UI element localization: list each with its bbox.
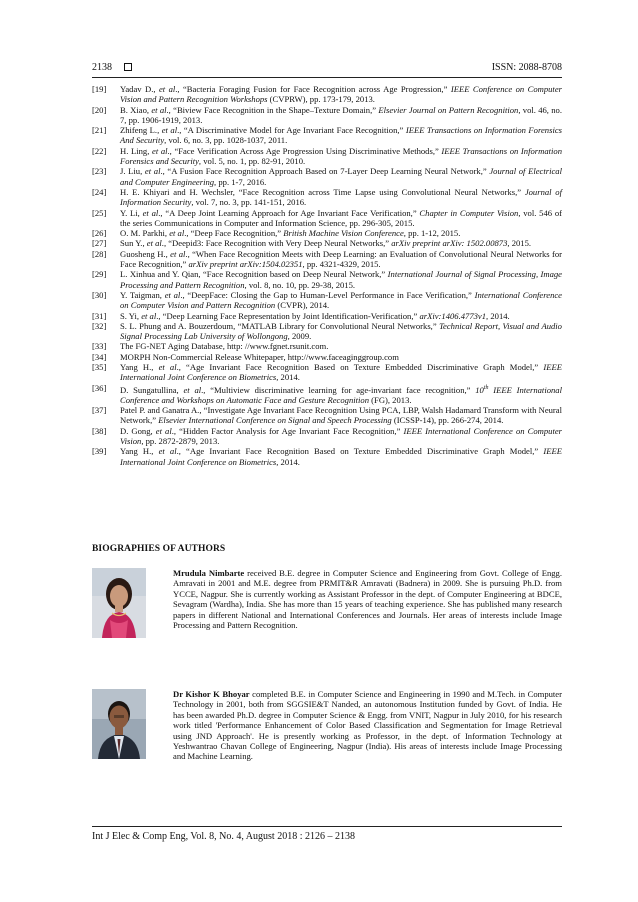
reference-item [92, 146, 562, 167]
reference-italic-run: Chapter in Computer Vision [419, 207, 519, 218]
reference-number: [20] [92, 104, 107, 115]
reference-text [120, 146, 562, 167]
reference-run: D. Gong, [120, 425, 156, 436]
reference-run: H. Ling, [120, 145, 152, 156]
reference-italic-run: IEEE Transactions on Information Forensics And Security [120, 125, 562, 146]
reference-run: , vol. 8, no. 10, pp. 29-38, 2015. [244, 279, 356, 290]
reference-run: ., “Age Invariant Face Recognition Based on Texture Embedded Discriminative Graph Model,” [176, 446, 544, 457]
reference-number: [24] [92, 186, 107, 197]
reference-italic-run: Technical Report, Visual and Audio Signal Processing Lab University of Wollongong [120, 320, 562, 342]
header-rule [92, 77, 562, 78]
reference-number: [21] [92, 125, 107, 136]
reference-text [120, 383, 562, 405]
reference-run: ., “When Face Recognition Meets with Deep Learning: an Evaluation of Convolutional Neural Networks for Face Recognition,” [120, 248, 562, 270]
reference-number: [32] [92, 320, 107, 331]
reference-number: [30] [92, 289, 107, 300]
reference-item [92, 84, 562, 105]
reference-item [92, 321, 562, 342]
author-description-2: completed B.E. in Computer Science and Engineering in 1990 and M.Tech. in Computer Technology in 2001, both from SGGSIE&T Nanded, an autonomous Institution funded by Govt. of India. He has been awarded Ph.D. degree in Computer Science & Engg. from VNIT, Nagpur in July 2010, for his research work titled 'Performance Enhancement of Color Based Classification and Segmentation for Image Retrieval using JND Approach'. He is presently working as Professor, in the dept. of Information Technology at Yeshwantrao Chavan College of Engineering, Nagpur (India). His areas of interests include Image Processing and Machine Learning. [173, 689, 562, 762]
reference-run: S. L. Phung and A. Bouzerdoum, “MATLAB Library for Convolutional Neural Networks,” [120, 320, 440, 331]
reference-run: B. Xiao, [120, 104, 152, 115]
reference-italic-run: et al [151, 104, 167, 115]
reference-run: Zhifeng L., [120, 125, 162, 136]
author-description-1: received B.E. degree in Computer Science and Engineering from Govt. College of Engg. Amravati in 2001 and M.E. degree from PRMIT&R Amravati (Badnera) in 2009. She is pursuing Ph.D. from YCCE, Nagpur. She is currently working as Assistant Professor in the dept. of Computer Engineering at BDCE, Sevagram (Wardha), India. She has more than 15 years of teaching experience. She has published many research papers in different National and International Conferences and Journals. Her areas of interests include Image Processing and Pattern Recognition. [173, 568, 562, 631]
reference-run: ., “Face Verification Across Age Progression Using Discriminative Methods,” [167, 145, 442, 156]
reference-run: , 2015. [507, 238, 532, 249]
reference-text [120, 352, 562, 362]
reference-run: H. E. Khiyari and H. Wechsler, “Face Recognition across Time Lapse using Convolutional Neural Networks,” [120, 186, 525, 197]
reference-italic-run: British Machine Vision Conference [283, 228, 404, 239]
reference-item [92, 269, 562, 290]
reference-number: [19] [92, 84, 107, 94]
reference-number: [31] [92, 310, 107, 321]
reference-italic-run: Elsevier Journal on Pattern Recognition [378, 104, 519, 115]
reference-italic-run: 10 [475, 384, 484, 395]
reference-run: MORPH Non-Commercial Release Whitepaper, http://www.faceaginggroup.com [120, 351, 399, 362]
reference-italic-run: IEEE Transactions on Information Forensics and Security [120, 145, 562, 167]
reference-item [92, 426, 562, 447]
reference-run: , vol. 7, no. 3, pp. 141-151, 2016. [191, 197, 307, 208]
reference-item [92, 125, 562, 146]
reference-italic-run: arXiv:1406.4773v1 [419, 310, 487, 321]
reference-italic-run: et al [170, 248, 186, 259]
reference-italic-run: et al [169, 228, 185, 239]
reference-italic-run: et al [161, 125, 178, 136]
reference-text [120, 249, 562, 270]
reference-italic-run: et al [183, 384, 202, 395]
reference-number: [27] [92, 238, 107, 249]
reference-number: [39] [92, 446, 107, 457]
reference-run: ., “A Discriminative Model for Age Invariant Face Recognition,” [177, 125, 406, 136]
reference-run: ., “Bacteria Foraging Fusion for Face Recognition across Age Progression,” [175, 84, 451, 94]
reference-item [92, 208, 562, 229]
reference-run: ., “Deepid3: Face Recognition with Very Deep Neural Networks,” [161, 238, 392, 249]
reference-item [92, 249, 562, 270]
reference-run: L. Xinhua and Y. Qian, “Face Recognition based on Deep Neural Network,” [120, 269, 388, 280]
reference-text [120, 228, 562, 238]
reference-run: Patel P. and Ganatra A., “Investigate Age Invariant Face Recognition Using PCA, LBP, Walsh Hadamard Transform with Neural Network,” [120, 405, 562, 426]
page-header [92, 61, 562, 75]
reference-text [120, 208, 562, 229]
reference-text [120, 238, 562, 248]
reference-item [92, 341, 562, 351]
reference-item [92, 228, 562, 238]
reference-run: , vol. 6, no. 3, pp. 1028-1037, 2011. [164, 135, 288, 146]
reference-italic-run: arXiv preprint arXiv: 1502.00873 [391, 238, 508, 249]
reference-item [92, 362, 562, 383]
reference-text [120, 84, 562, 105]
issn: ISSN: 2088-8708 [491, 62, 562, 73]
reference-run: (CVPR), 2014. [275, 300, 330, 311]
reference-text [120, 362, 562, 383]
reference-italic-run: IEEE International Conference on Computer Vision [120, 425, 562, 446]
reference-run: , pp. 1-12, 2015. [403, 228, 461, 239]
reference-number: [38] [92, 425, 107, 436]
reference-italic-run: et al [141, 310, 157, 321]
reference-run: , vol. 46, no. 7, pp. 1906-1919, 2013. [120, 104, 562, 125]
biographies-heading: BIOGRAPHIES OF AUTHORS [92, 544, 226, 554]
reference-run: ., “Multiview discriminative learning for age-invariant face recognition,” [201, 384, 476, 395]
reference-run: , 2014. [276, 372, 300, 383]
reference-run: ., “Biview Face Recognition in the Shape–Texture Domain,” [166, 104, 379, 115]
reference-italic-run: arXiv preprint arXiv:1504.02351 [188, 259, 303, 270]
reference-run: ., “DeepFace: Closing the Gap to Human-Level Performance in Face Verification,” [180, 289, 475, 300]
reference-italic-run: et al [158, 84, 176, 94]
reference-run: Yang H., [120, 362, 159, 373]
reference-italic-run: International Journal of Signal Processing, Image Processing and Pattern Recognition [120, 269, 562, 290]
reference-number: [22] [92, 145, 107, 156]
footer-rule [92, 826, 562, 827]
author-photo-2 [92, 689, 146, 759]
reference-number: [25] [92, 207, 107, 218]
reference-run: J. Liu, [120, 166, 145, 177]
reference-run: ., “Deep Learning Face Representation by Joint Identification-Verification,” [156, 310, 420, 321]
reference-italic-run: et al [158, 446, 177, 457]
reference-text [120, 321, 562, 342]
reference-italic-run: et al [144, 166, 161, 177]
reference-text [120, 426, 562, 447]
reference-run: (CVPRW), pp. 173-179, 2013. [267, 94, 375, 105]
reference-italic-run: IEEE International Joint Conference on Biometrics [120, 362, 562, 383]
author-photo-1 [92, 568, 146, 638]
reference-run: (ICSSP-14), pp. 266-274, 2014. [391, 415, 504, 426]
reference-run: Sun Y., [120, 238, 147, 249]
reference-italic-run: IEEE International Joint Conference on Biometrics [120, 446, 562, 467]
author-name-2: Dr Kishor K Bhoyar [173, 689, 250, 699]
reference-number: [26] [92, 228, 107, 239]
author-bio-text-2 [173, 689, 562, 762]
reference-run: S. Yi, [120, 310, 142, 321]
reference-number: [36] [92, 382, 107, 393]
reference-run: , 2014. [276, 456, 300, 467]
reference-italic-run: Journal of Information Security [120, 186, 562, 208]
reference-run: ., “Age Invariant Face Recognition Based on Texture Embedded Discriminative Graph Model,” [176, 362, 544, 373]
reference-italic-run: et al [164, 289, 181, 300]
reference-item [92, 446, 562, 467]
reference-item [92, 405, 562, 426]
reference-text [120, 187, 562, 208]
reference-number: [29] [92, 269, 107, 280]
footer-citation: Int J Elec & Comp Eng, Vol. 8, No. 4, August 2018 : 2126 – 2138 [92, 831, 355, 842]
reference-run: Yang H., [120, 446, 159, 457]
reference-italic-run: th [483, 384, 489, 391]
reference-text [120, 166, 562, 187]
reference-item [92, 290, 562, 311]
reference-run: , vol. 546 of the series Communications in Computer and Information Science, pp. 296-305, 2015. [120, 207, 562, 228]
reference-text [120, 269, 562, 290]
reference-run: ., “Hidden Factor Analysis for Age Invariant Face Recognition,” [171, 425, 404, 436]
author-name-1: Mrudula Nimbarte [173, 568, 245, 578]
reference-number: [34] [92, 351, 107, 362]
reference-run: The FG-NET Aging Database, http: //www.fgnet.rsunit.com. [120, 341, 329, 352]
reference-text [120, 290, 562, 311]
reference-text [120, 125, 562, 146]
reference-run: , vol. 5, no. 1, pp. 82-91, 2010. [198, 156, 306, 167]
reference-run: D. Sungatullina, [120, 384, 184, 395]
reference-italic-run: International Conference on Computer Vision and Pattern Recognition [120, 289, 562, 311]
reference-item [92, 352, 562, 362]
reference-italic-run: et al [158, 362, 177, 373]
reference-run: O. M. Parkhi, [120, 228, 170, 239]
reference-run: , 2014. [486, 310, 510, 321]
reference-italic-run: Elsevier International Conference on Signal and Speech Processing [158, 415, 392, 426]
reference-run: , pp. 1-7, 2016. [214, 176, 267, 187]
reference-item [92, 383, 562, 405]
reference-run: ., “Deep Face Recognition,” [184, 228, 284, 239]
reference-number: [28] [92, 248, 107, 259]
reference-italic-run: et al [142, 207, 159, 218]
reference-text [120, 341, 562, 351]
reference-run: Yadav D., [120, 84, 159, 94]
reference-run: , pp. 2872-2879, 2013. [141, 435, 220, 446]
reference-list [92, 84, 562, 467]
reference-number: [37] [92, 405, 107, 416]
reference-number: [33] [92, 341, 107, 352]
reference-number: [23] [92, 166, 107, 177]
reference-number: [35] [92, 362, 107, 373]
reference-item [92, 166, 562, 187]
reference-italic-run: et al [152, 145, 168, 156]
author-bio-text-1 [173, 568, 562, 630]
reference-item [92, 187, 562, 208]
reference-italic-run: IEEE Conference on Computer Vision and Pattern Recognition Workshops [120, 84, 562, 105]
reference-italic-run: Journal of Electrical and Computer Engineering [120, 166, 562, 187]
reference-run: ., “A Deep Joint Learning Approach for Age Invariant Face Verification,” [158, 207, 420, 218]
reference-run: (FG), 2013. [369, 394, 412, 405]
reference-item [92, 311, 562, 321]
reference-italic-run: IEEE International Conference and Workshops on Automatic Face and Gesture Recognition [120, 384, 562, 405]
reference-text [120, 311, 562, 321]
reference-run: , 2009. [287, 331, 312, 342]
reference-italic-run: et al [155, 425, 172, 436]
reference-text [120, 405, 562, 426]
reference-italic-run: et al [146, 238, 162, 249]
reference-run: Y. Li, [120, 207, 143, 218]
reference-run: ., “A Fusion Face Recognition Approach Based on 7-Layer Deep Learning Neural Network,” [160, 166, 490, 177]
reference-run: , pp. 4321-4329, 2015. [302, 259, 381, 270]
reference-run: Y. Taigman, [120, 289, 165, 300]
reference-text [120, 446, 562, 467]
page-number: 2138 [92, 62, 112, 73]
reference-item [92, 238, 562, 248]
reference-run: Guosheng H., [120, 248, 171, 259]
reference-text [120, 105, 562, 126]
square-icon [124, 63, 132, 71]
reference-item [92, 105, 562, 126]
